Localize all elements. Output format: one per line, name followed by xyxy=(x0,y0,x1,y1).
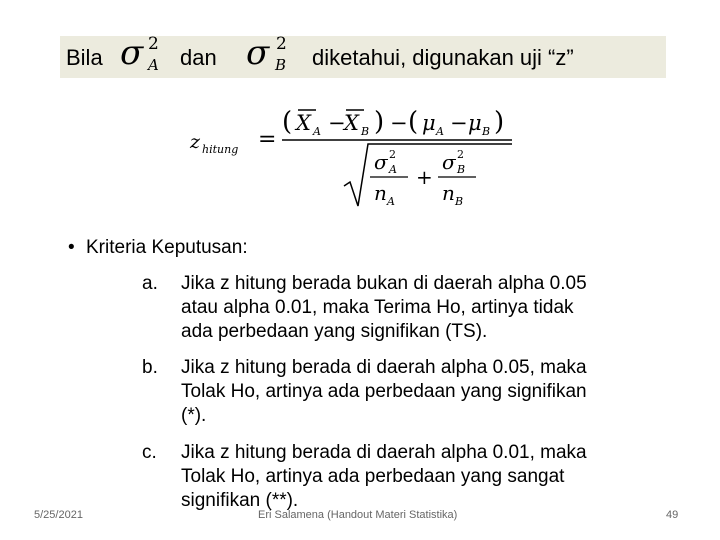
item-c-line: signifikan (**). xyxy=(181,490,299,511)
footer-author: Eri Salamena (Handout Materi Statistika) xyxy=(258,509,458,521)
formula-equals: = xyxy=(258,127,277,152)
formula-n-a: n xyxy=(374,181,387,205)
formula-plus: + xyxy=(416,165,433,189)
item-c-line: Jika z hitung berada di daerah alpha 0.01, maka xyxy=(181,442,587,463)
item-a-line: ada perbedaan yang signifikan (TS). xyxy=(181,321,488,342)
formula-mu-a: μ xyxy=(422,111,436,135)
item-c-line: Tolak Ho, artinya ada perbedaan yang sangat xyxy=(181,466,565,487)
header-dan-text: dan xyxy=(180,45,217,70)
formula-mu-a-sub: A xyxy=(436,125,444,138)
formula-minus-1: − xyxy=(328,111,346,135)
formula-x-a-sub: A xyxy=(313,125,321,138)
formula-x-b-sub: B xyxy=(361,125,370,138)
footer-page-number: 49 xyxy=(666,509,679,521)
formula-sigma-b-sub: B xyxy=(457,163,466,176)
sigma-a-sub: A xyxy=(148,56,159,74)
formula-sigma-a: σ xyxy=(374,150,388,174)
item-a-line: atau alpha 0.01, maka Terima Ho, artinya tidak xyxy=(181,297,574,318)
formula-sigma-a-sub: A xyxy=(389,163,397,176)
sigma-a-squared-symbol: σ xyxy=(120,33,144,73)
formula-x-a: X xyxy=(296,111,311,135)
sigma-b-sub: B xyxy=(275,56,287,74)
formula-n-b: n xyxy=(442,181,455,205)
item-c-marker: c. xyxy=(142,442,157,463)
item-a-marker: a. xyxy=(142,273,158,294)
item-a-line: Jika z hitung berada bukan di daerah alpha 0.05 xyxy=(181,273,587,294)
formula-mu-b: μ xyxy=(468,111,482,135)
sigma-a-sup: 2 xyxy=(148,34,159,54)
item-b-line: Tolak Ho, artinya ada perbedaan yang signifikan xyxy=(181,381,587,402)
formula-x-b: X xyxy=(344,111,359,135)
formula-paren: ) xyxy=(374,107,385,137)
item-b-line: Jika z hitung berada di daerah alpha 0.05, maka xyxy=(181,357,587,378)
formula-minus-2: − xyxy=(390,111,408,135)
formula-sigma-b-sup: 2 xyxy=(457,148,464,161)
header-bila-text: Bila xyxy=(66,45,103,70)
formula-minus-3: − xyxy=(450,111,468,135)
sigma-b-sup: 2 xyxy=(276,34,287,54)
formula-paren: ( xyxy=(282,107,293,137)
formula-paren: ( xyxy=(408,107,419,137)
criteria-heading: Kriteria Keputusan: xyxy=(86,237,248,258)
bullet-icon: • xyxy=(68,237,75,258)
item-b-line: (*). xyxy=(181,405,207,426)
formula-z-sub: hitung xyxy=(202,143,239,156)
formula-sigma-a-sup: 2 xyxy=(389,148,396,161)
sigma-b-squared-symbol: σ xyxy=(246,33,270,73)
formula-paren: ) xyxy=(494,107,505,137)
item-b-marker: b. xyxy=(142,357,158,378)
formula-mu-b-sub: B xyxy=(482,125,491,138)
footer-date: 5/25/2021 xyxy=(34,509,83,521)
header-suffix-text: diketahui, digunakan uji “z” xyxy=(312,45,574,70)
formula-z: z xyxy=(190,131,201,153)
formula-n-b-sub: B xyxy=(455,195,464,208)
formula-sigma-b: σ xyxy=(442,150,456,174)
z-hitung-formula xyxy=(186,102,566,212)
formula-n-a-sub: A xyxy=(387,195,395,208)
